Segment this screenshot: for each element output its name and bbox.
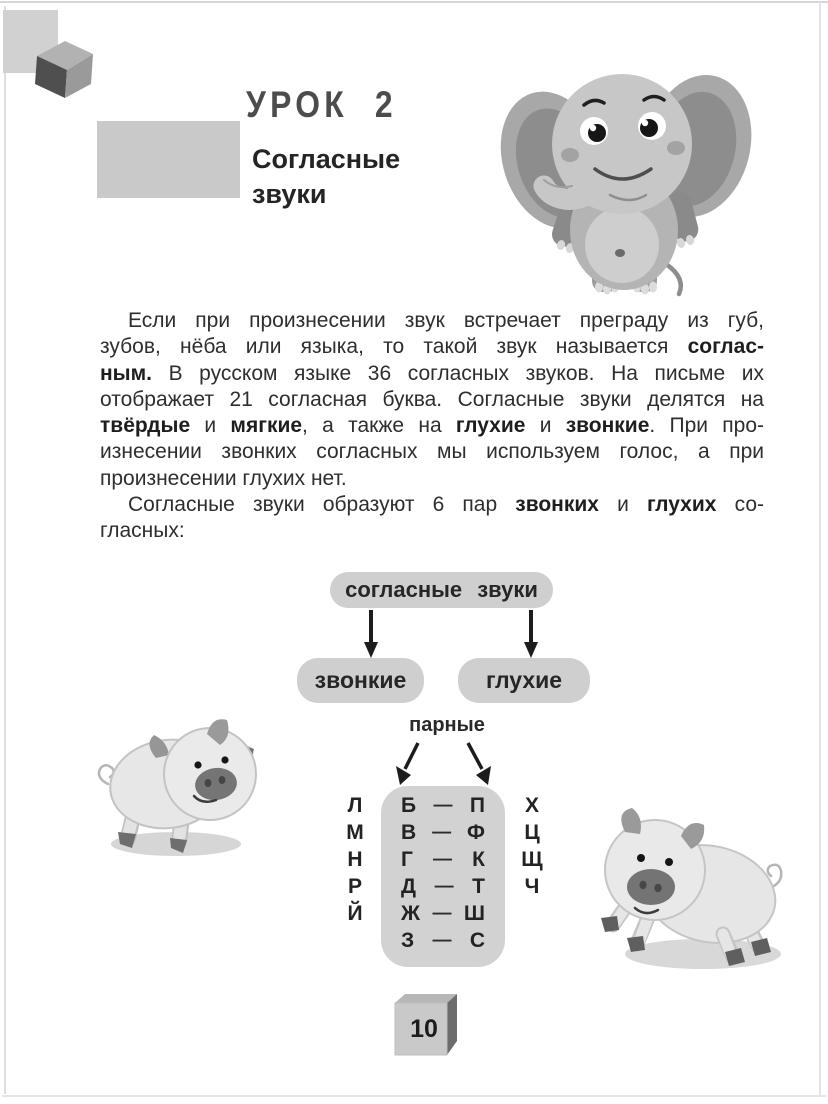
consonant-letter: Й (347, 902, 363, 925)
consonant-pairs-box (381, 786, 505, 967)
text-line: отображает 21 согласная буква. Согласные звуки делятся на (100, 387, 764, 411)
pig-walking-illustration (585, 792, 797, 977)
text-line: изнесении звонких согласных мы используем голос, а при (100, 440, 764, 464)
consonant-letter: Щ (521, 848, 543, 871)
text-line: зубов, нёба или языка, то такой звук называется соглас- (100, 335, 764, 359)
elephant-illustration (498, 42, 753, 300)
down-arrow-left (363, 610, 379, 658)
down-arrow-right (523, 610, 539, 658)
unpaired-right-column (517, 786, 547, 900)
text-line: Если при произнесении звук встречает преграду из губ, (128, 309, 764, 332)
consonant-pair-row: Б — П (401, 793, 485, 817)
unpaired-left-column (342, 786, 368, 927)
consonant-letter: Ч (524, 875, 540, 898)
consonant-letter: Л (347, 794, 363, 817)
page-edge-left (4, 6, 6, 1094)
consonant-pair-row: Г — К (401, 847, 485, 871)
consonant-pair-row: Ж — Ш (401, 901, 485, 925)
text-line: Согласные звуки образуют 6 пар звонких и глухих со- (128, 493, 764, 517)
body-text (100, 308, 764, 545)
consonant-pair-row: Д — Т (401, 874, 485, 898)
page-edge-right (819, 2, 821, 1096)
consonant-letter: Р (347, 875, 362, 898)
text-line: гласных: (100, 519, 185, 543)
text-line: ным. В русском языке 36 согласных звуков. На письме их (100, 361, 764, 385)
lesson-title: Согласные звуки (252, 144, 401, 209)
consonant-letter: Ц (524, 821, 540, 844)
diagram-voiceless-box: глухие (458, 658, 590, 703)
consonant-letter: Х (524, 794, 539, 817)
header-gray-block (97, 121, 240, 198)
diagram-root-box: согласные звуки (330, 572, 553, 608)
page-number: 10 (410, 1014, 438, 1043)
text-line: твёрдые и мягкие, а также на глухие и звонкие. При про- (100, 414, 764, 438)
page-edge-top (0, 1, 828, 3)
pairs-caption: парные (409, 714, 485, 736)
pairs-arrows (392, 741, 500, 787)
diagram-voiced-box: звонкие (297, 658, 424, 703)
text-line: произнесении глухих нет. (100, 466, 347, 490)
consonant-letter: М (346, 821, 364, 844)
consonant-letter: Н (347, 848, 363, 871)
consonant-pair-row: В — Ф (401, 820, 485, 844)
lesson-number-heading: УРОК 2 (246, 84, 397, 125)
page-edge-bottom (2, 1095, 826, 1097)
pig-waving-illustration (88, 692, 303, 860)
cube-icon (27, 34, 97, 100)
consonant-pair-row: З — С (401, 928, 485, 952)
